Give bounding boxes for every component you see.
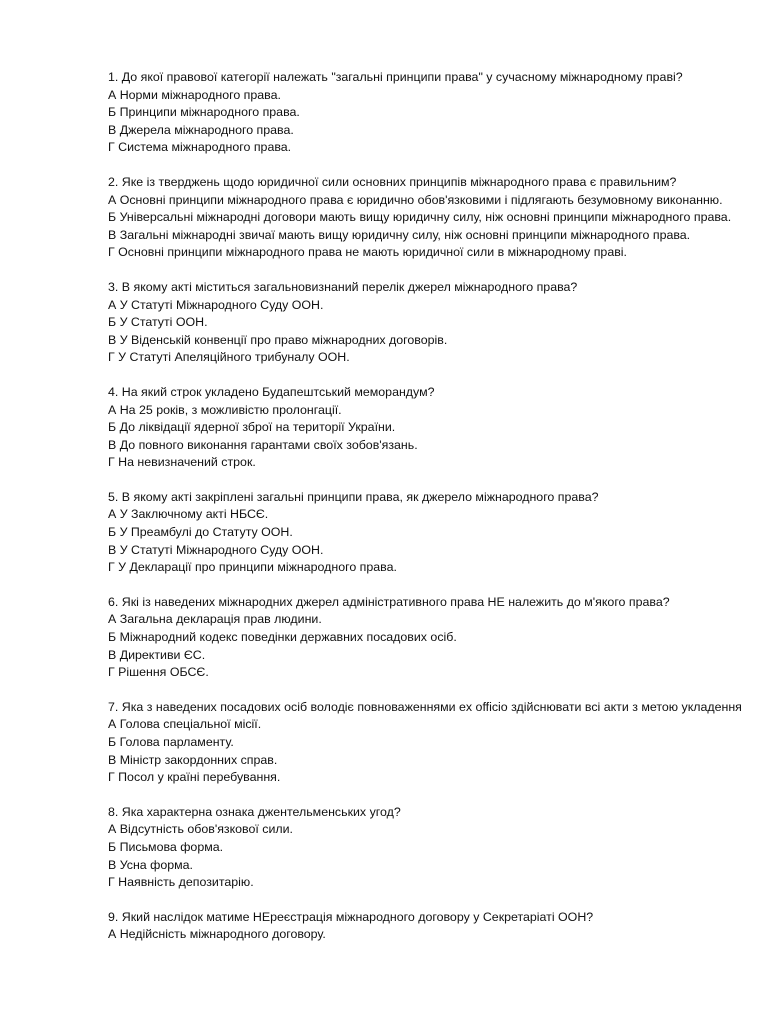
answer-option: А Голова спеціальної місії. <box>108 717 262 732</box>
answer-option: Б Принципи міжнародного права. <box>108 105 300 120</box>
question-text: 7. Яка з наведених посадових осіб володіє повноваженнями ex officio здійснювати всі акти з метою укладення <box>108 699 742 714</box>
answer-option: А Відсутність обов'язкової сили. <box>108 822 293 837</box>
question-text: 5. В якому акті закріплені загальні принципи права, як джерело міжнародного права? <box>108 489 599 504</box>
answer-option: Г У Декларації про принципи міжнародного права. <box>108 560 397 575</box>
question-block <box>108 69 768 157</box>
answer-option: Г Посол у країні перебування. <box>108 770 281 785</box>
question-block <box>108 279 768 367</box>
answer-option: А У Заключному акті НБСЄ. <box>108 507 269 522</box>
document-page <box>108 69 768 961</box>
question-block <box>108 594 768 682</box>
question-block <box>108 804 768 892</box>
answer-option: А Недійсність міжнародного договору. <box>108 927 326 942</box>
answer-option: Г Система міжнародного права. <box>108 140 292 155</box>
answer-option: Б До ліквідації ядерної зброї на території України. <box>108 420 396 435</box>
question-block <box>108 909 768 944</box>
question-text: 2. Яке із тверджень щодо юридичної сили основних принципів міжнародного права є правильним? <box>108 174 677 189</box>
answer-option: Б Міжнародний кодекс поведінки державних посадових осіб. <box>108 630 457 645</box>
answer-option: А Основні принципи міжнародного права є юридично обов'язковими і підлягають безумовному виконанню. <box>108 192 723 207</box>
answer-option: Б У Статуті ООН. <box>108 315 208 330</box>
answer-option: Б Голова парламенту. <box>108 735 234 749</box>
answer-option: Г Основні принципи міжнародного права не мають юридичної сили в міжнародному праві. <box>108 245 627 260</box>
answer-option: Г Рішення ОБСЄ. <box>108 665 209 680</box>
answer-option: Б У Преамбулі до Статуту ООН. <box>108 525 293 540</box>
answer-option: А У Статуті Міжнародного Суду ООН. <box>108 297 324 312</box>
answer-option: В У Віденській конвенції про право міжнародних договорів. <box>108 332 448 347</box>
question-text: 4. На який строк укладено Будапештський меморандум? <box>108 384 435 399</box>
question-text: 6. Які із наведених міжнародних джерел адміністративного права НЕ належить до м'якого права? <box>108 594 670 609</box>
answer-option: Г Наявність депозитарію. <box>108 875 254 890</box>
answer-option: В Міністр закордонних справ. <box>108 752 278 767</box>
answer-option: А На 25 років, з можливістю пролонгації. <box>108 402 342 417</box>
answer-option: Г На невизначений строк. <box>108 455 256 470</box>
answer-option: В Директиви ЄС. <box>108 647 206 662</box>
question-block <box>108 384 768 472</box>
answer-option: Б Універсальні міжнародні договори мають вищу юридичну силу, ніж основні принципи міжнародного права. <box>108 210 732 225</box>
answer-option: В Усна форма. <box>108 857 193 872</box>
answer-option: Б Письмова форма. <box>108 839 224 854</box>
answer-option: А Норми міжнародного права. <box>108 87 281 102</box>
question-text: 9. Який наслідок матиме НЕреєстрація міжнародного договору у Секретаріаті ООН? <box>108 909 594 924</box>
question-text: 1. До якої правової категорії належать "загальні принципи права" у сучасному міжнародному праві? <box>108 70 683 84</box>
question-block <box>108 174 768 262</box>
answer-option: В До повного виконання гарантами своїх зобов'язань. <box>108 437 418 452</box>
answer-option: В У Статуті Міжнародного Суду ООН. <box>108 542 324 557</box>
question-text: 3. В якому акті міститься загальновизнаний перелік джерел міжнародного права? <box>108 279 578 294</box>
question-text: 8. Яка характерна ознака джентельменських угод? <box>108 804 401 819</box>
question-block <box>108 489 768 577</box>
question-block <box>108 699 768 787</box>
answer-option: А Загальна декларація прав людини. <box>108 612 322 627</box>
answer-option: Г У Статуті Апеляційного трибуналу ООН. <box>108 350 350 365</box>
answer-option: В Джерела міжнародного права. <box>108 122 294 137</box>
answer-option: В Загальні міжнародні звичаї мають вищу юридичну силу, ніж основні принципи міжнародного права. <box>108 227 691 242</box>
